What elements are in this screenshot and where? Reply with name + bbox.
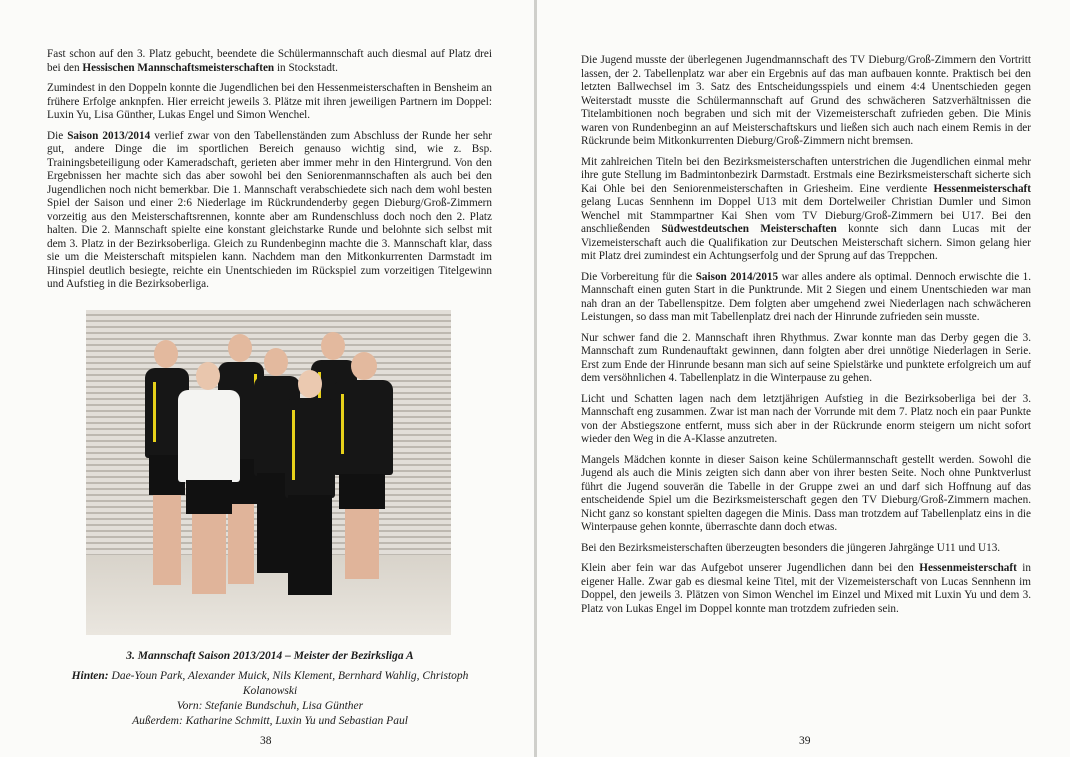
- team-photo: [86, 310, 451, 635]
- paragraph: [581, 156, 1031, 264]
- page-number-left: 38: [260, 735, 272, 747]
- bold-text-run: Hessischen Mannschaftsmeisterschaften: [82, 61, 275, 74]
- page-number-right: 39: [799, 735, 811, 747]
- caption-back-names: Dae-Youn Park, Alexander Muick, Nils Klement, Bernhard Wahlig, Christoph Kolanowski: [108, 670, 469, 697]
- bold-text-run: Hessenmeisterschaft: [933, 182, 1031, 195]
- text-run: Fast schon auf den 3. Platz gebucht, beendete die Schülermannschaft auch diesmal auf Platz drei bei den: [47, 48, 492, 74]
- text-run: Nur schwer fand die 2. Mannschaft ihren Rhythmus. Zwar konnte man das Derby gegen die 3. Mannschaft zum Rundenauftakt gewinnen, dann folgten aber drei unnötige Niederlagen in Serie. Erst zum Ende der Hinrunde besann man sich auf seine Spielstärke und punktete erfolgreich um auf dem versöhnlichen 4. Tabellenplatz in die Winterpause zu gehen.: [581, 331, 1031, 384]
- paragraph: [581, 54, 1031, 149]
- text-run: Mit zahlreichen Titeln bei den Bezirksmeisterschaften unterstrichen die Jugendlichen einmal mehr ihre gute Stellung im Badmintonbezirk Darmstadt. Erstmals eine Bezirksmeisterschaft sicherte sich Kai Ohle bei den Seniorenmeisterschaften in Griesheim. Eine verdiente: [581, 155, 1031, 195]
- text-run: Bei den Bezirksmeisterschaften überzeugten besonders die jüngeren Jahrgänge U11 und U13.: [581, 541, 1001, 554]
- caption-line-front-row: Vorn: Stefanie Bundschuh, Lisa Günther: [176, 700, 364, 712]
- team-member: [282, 370, 338, 610]
- paragraph: [581, 393, 1031, 447]
- paragraph: [581, 562, 1031, 616]
- paragraph: [581, 332, 1031, 386]
- right-text-column: [581, 54, 1031, 623]
- bold-text-run: Saison 2014/2015: [695, 270, 779, 283]
- text-run: war alles andere als optimal. Dennoch erwischte die 1. Mannschaft einen guten Start in die Punktrunde. Mit 2 Siegen und einem Unentschieden war man nah dran an der Tabellenspitze. Dem folgten aber umgehend zwei Niederlagen nach schwächeren Leistungen, so dass man mit Tabellenplatz drei nach der Hinrunde zufrieden sein musste.: [581, 270, 1032, 323]
- bold-text-run: Hessenmeisterschaft: [919, 562, 1017, 574]
- text-run: Licht und Schatten lagen nach dem letztjährigen Aufstieg in die Bezirksoberliga bei der 3. Mannschaft eng zusammen. Zwar ist man nach der Vorrunde mit dem 7. Platz noch ein paar Punkte von der Abstiegszone entfernt, muss sich aber in der Rückrunde enorm steigern um nicht sofort wieder den Weg in die A-Klasse anzutreten.: [581, 392, 1031, 445]
- paragraph: [581, 271, 1031, 325]
- left-text-column: [47, 48, 492, 299]
- caption-line-back-row: [70, 669, 470, 699]
- text-run: konnte sich dann Lucas mit der Vizemeisterschaft auch die Qualifikation zur Deutschen Meisterschaft sichern. Simon gelang hier mit Platz drei zumindest ein Achtungserfolg und der Sprung auf das Treppchen.: [581, 223, 1031, 262]
- text-run: Die Jugend musste der überlegenen Jugendmannschaft des TV Dieburg/Groß-Zimmern den Vortritt lassen, der 2. Tabellenplatz war aber ein Ergebnis auf das man aufbauen konnte. Praktisch bei den letzten Ballwechsel im 3. Satz des Entscheidungsspiels und einem 4:4 Unentschieden gegen Weiterstadt musste die Schülermannschaft auf Grund des schwächeren Satzverhältnissen die Titelambitionen noch begraben und sich mit der Vizemeisterschaft zufrieden geben. Die Minis waren von Rundenbeginn an auf Meisterschaftskurs und ließen sich auch nach einem Remis in der Rückrunde beim Mitkonkurrenten Dieburg/Groß-Zimmern nicht bremsen.: [581, 54, 1031, 147]
- paragraph: [47, 130, 492, 292]
- paragraph: [47, 48, 492, 75]
- text-run: Die Vorbereitung für die: [581, 270, 696, 283]
- paragraph: [581, 454, 1031, 535]
- paragraph: [47, 82, 492, 123]
- text-run: Mangels Mädchen konnte in dieser Saison keine Schülermannschaft gestellt werden. Sowohl die Jugend als auch die Minis zeigten sich dann aber von ihrer besten Seite. Noch ohne Punktverlust führt die Jugend souverän die Tabelle in der Gruppe zwei an und darf sich Hoffnung auf das entscheidende Spiel um die Bezirksmeisterschaft gegen den TV Dieburg/Groß-Zimmern machen. Nicht ganz so konstant spielten dagegen die Minis. Dass man trotzdem auf Tabellenplatz eins in die Winterpause gehen konnte, überraschte dann doch etwas.: [581, 453, 1031, 533]
- paragraph: [581, 542, 1031, 556]
- bold-text-run: Südwestdeutschen Meisterschaften: [661, 223, 837, 235]
- text-run: in Stockstadt.: [274, 61, 338, 74]
- text-run: Die: [47, 129, 68, 142]
- team-member: [174, 362, 244, 612]
- text-run: in eigener Halle. Zwar gab es diesmal keine Titel, mit der Vizemeisterschaft von Lucas Sennhenn im Doppel, den jeweils 3. Plätzen von Simon Wenchel im Einzel und Mixed mit Luxin Yu und dem 3. Platz von Lukas Engel im Doppel konnte man trotzdem zufrieden sein.: [581, 562, 1031, 615]
- right-page: [537, 0, 1070, 757]
- bold-text-run: Saison 2013/2014: [67, 129, 151, 142]
- caption-title: 3. Mannschaft Saison 2013/2014 – Meister der Bezirksliga A: [126, 650, 414, 662]
- team-member: [331, 352, 395, 592]
- photo-caption: [70, 649, 470, 729]
- left-page: [0, 0, 534, 757]
- text-run: verlief zwar von den Tabellenständen zum Abschluss der Runde her sehr gut, andere Dinge die im sportlichen Bereich genauso wichtig sind, wie z. Bsp. Trainingsbeteiligung oder Kameradschaft, gerieten aber immer mehr in den Hintergrund. Von den Ergebnissen her machte sich das aber sowohl bei den Seniorenmannschaften als auch bei den Jugendlichen noch nicht bemerkbar. Die 1. Mannschaft verabschiedete sich nach dem wohl besten Spiel der Saison und einer 2:6 Niederlage im Rückrundenderby gegen Dieburg/Groß-Zimmern vorzeitig aus den Meisterschaftsrennen, konnte aber am Rundenschluss doch noch den 2. Platz halten. Die 2. Mannschaft spielte eine konstant gleichstarke Runde und belohnte sich selbst mit dem 3. Platz in der Bezirksoberliga. Gleich zu Rundenbeginn machte die 3. Mannschaft klar, dass sie um die Meisterschaft mitspielen kann. Nachdem man den Mitkonkurrenten Darmstadt im Hinspiel deutlich besiegte, reichte ein Unentschieden im Rückspiel zum vorzeitigen Titelgewinn und Aufstieg in die Bezirksoberliga.: [47, 129, 493, 290]
- caption-back-label: Hinten:: [71, 670, 109, 682]
- text-run: Zumindest in den Doppeln konnte die Jugendlichen bei den Hessenmeisterschaften in Bensheim an frühere Erfolge anknpfen. Hier erreicht jeweils 3. Plätze mit ihren jeweiligen Partnern im Doppel: Luxin Yu, Lisa Günther, Lukas Engel und Simon Wenchel.: [47, 82, 492, 121]
- text-run: gelang Lucas Sennhenn im Doppel U13 mit dem Dortelweiler Christian Dumler und Simon Wenchel mit Stammpartner Kai Shen vom TV Dieburg/Groß-Zimmern bei U17. Bei den anschließenden: [581, 196, 1031, 235]
- caption-line-additional: Außerdem: Katharine Schmitt, Luxin Yu und Sebastian Paul: [132, 715, 408, 727]
- text-run: Klein aber fein war das Aufgebot unserer Jugendlichen dann bei den: [581, 562, 920, 574]
